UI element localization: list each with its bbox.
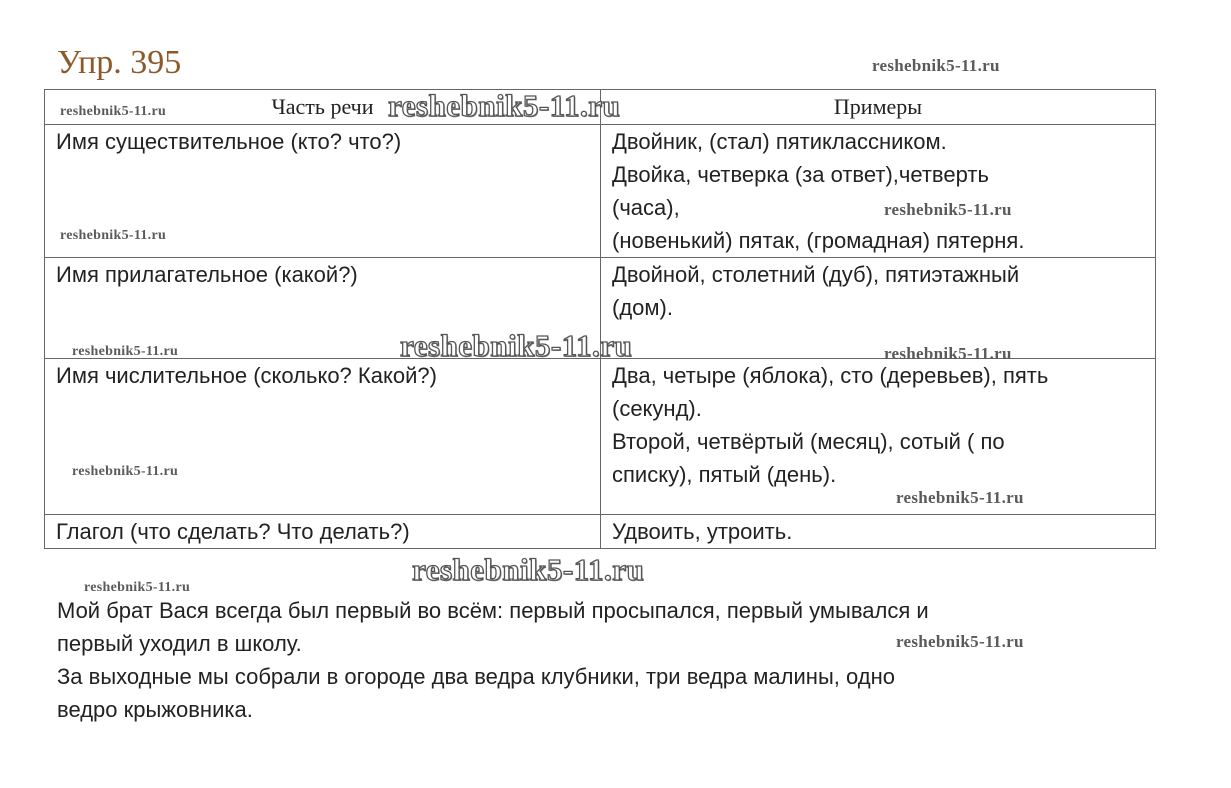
watermark: reshebnik5-11.ru	[884, 200, 1012, 219]
watermark: reshebnik5-11.ru	[872, 56, 1000, 75]
header-part-of-speech: Часть речи	[45, 90, 601, 125]
part-numeral: Имя числительное (сколько? Какой?)	[56, 363, 437, 388]
watermark: reshebnik5-11.ru	[388, 88, 621, 123]
watermark: reshebnik5-11.ru	[896, 488, 1024, 507]
examples-cell	[601, 359, 1156, 515]
example-line: (секунд).	[612, 396, 702, 421]
watermark: reshebnik5-11.ru	[60, 104, 167, 119]
watermark: reshebnik5-11.ru	[400, 328, 633, 363]
watermark: reshebnik5-11.ru	[72, 464, 179, 479]
example-line: (дом).	[612, 295, 673, 320]
table-row	[45, 515, 1156, 549]
example-line: Двойка, четверка (за ответ),четверть	[612, 162, 989, 187]
watermark: reshebnik5-11.ru	[884, 344, 1012, 363]
example-line: Двойной, столетний (дуб), пятиэтажный	[612, 262, 1020, 287]
watermark: reshebnik5-11.ru	[412, 552, 645, 587]
paragraph-line: ведро крыжовника.	[57, 697, 253, 722]
part-cell	[45, 515, 601, 549]
part-cell	[45, 359, 601, 515]
watermark: reshebnik5-11.ru	[60, 228, 167, 243]
example-line: Два, четыре (яблока), сто (деревьев), пять	[612, 363, 1049, 388]
header-examples: Примеры	[601, 90, 1156, 125]
part-verb: Глагол (что сделать? Что делать?)	[56, 519, 410, 544]
exercise-title: Упр. 395	[57, 44, 182, 81]
paragraph-line: Мой брат Вася всегда был первый во всём: первый просыпался, первый умывался и	[57, 598, 929, 623]
watermark: reshebnik5-11.ru	[896, 632, 1024, 651]
watermark: reshebnik5-11.ru	[72, 344, 179, 359]
example-line: Второй, четвёртый (месяц), сотый ( по	[612, 429, 1005, 454]
examples-cell	[601, 258, 1156, 359]
paragraph-line: За выходные мы собрали в огороде два ведра клубники, три ведра малины, одно	[57, 664, 895, 689]
example-line: Удвоить, утроить.	[612, 519, 793, 544]
watermark: reshebnik5-11.ru	[84, 580, 191, 595]
paragraph-line: первый уходил в школу.	[57, 631, 302, 656]
parts-of-speech-table	[44, 89, 1156, 549]
part-adjective: Имя прилагательное (какой?)	[56, 262, 358, 287]
table-row	[45, 125, 1156, 258]
example-line: списку), пятый (день).	[612, 462, 837, 487]
examples-cell	[601, 515, 1156, 549]
part-noun: Имя существительное (кто? что?)	[56, 129, 402, 154]
example-line: (новенький) пятак, (громадная) пятерня.	[612, 228, 1025, 253]
examples-cell	[601, 125, 1156, 258]
example-line: (часа),	[612, 195, 680, 220]
example-line: Двойник, (стал) пятиклассником.	[612, 129, 947, 154]
